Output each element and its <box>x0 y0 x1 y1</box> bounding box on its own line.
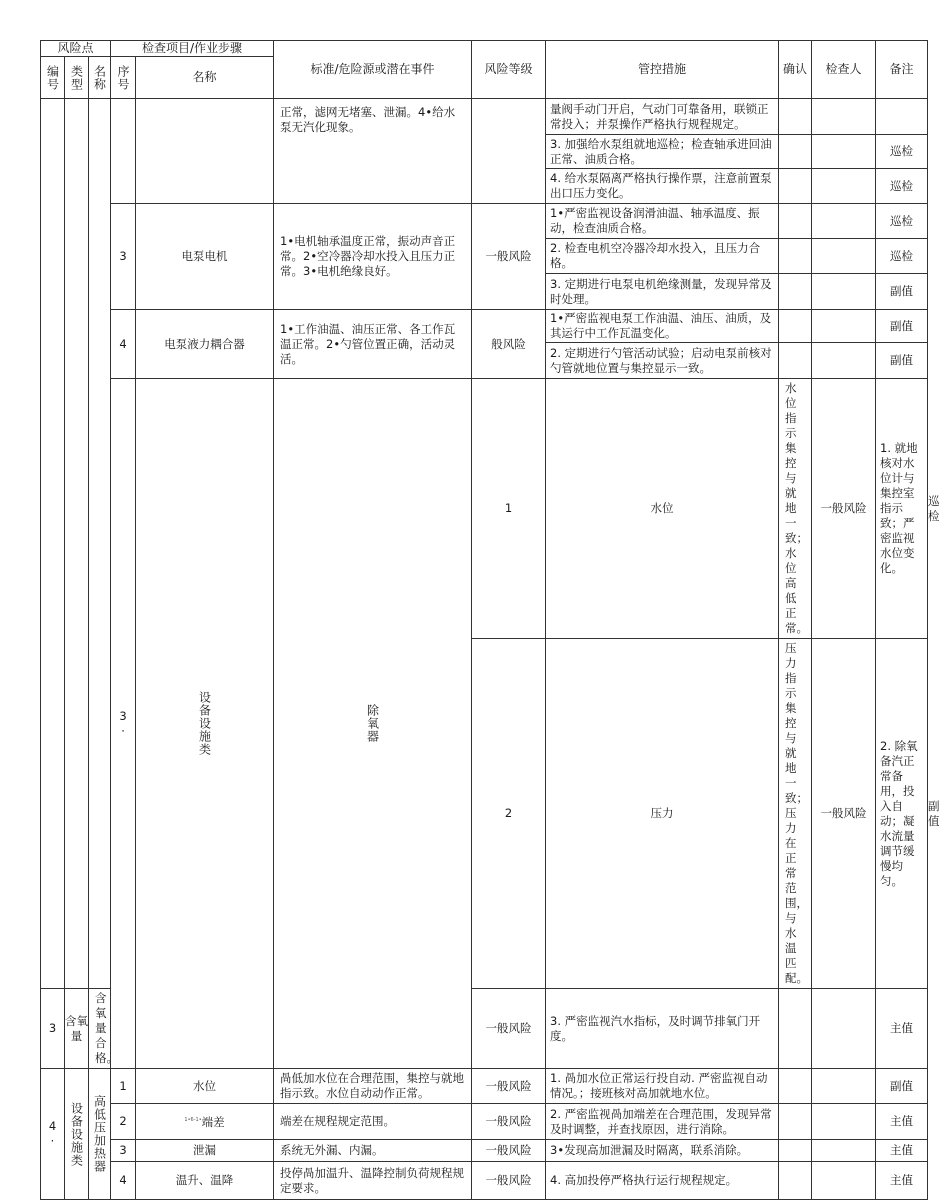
group3-row2-level: 一般风险 <box>812 639 876 989</box>
group3-row1-level: 一般风险 <box>812 379 876 639</box>
group4-row4-name: 温升、温降 <box>136 1162 274 1200</box>
group3-no: 3 · <box>111 379 136 1069</box>
header-seq: 序号 <box>116 64 131 91</box>
group4-type: 设备设施类 <box>69 1101 84 1167</box>
group4-row2-standard: 端差在规程规定范围。 <box>274 1104 472 1140</box>
header-standard: 标准/危险源或潜在事件 <box>274 41 472 99</box>
group4-row4-measure: 4. 高加投停严格执行运行规程规定。 <box>546 1162 779 1200</box>
group4-row1-level: 一般风险 <box>472 1069 546 1104</box>
header-no: 编号 <box>45 64 60 91</box>
header-measures: 管控措施 <box>546 41 779 99</box>
cont-remark-3: 巡检 <box>876 169 928 204</box>
group3-row3-level: 一般风险 <box>472 989 546 1069</box>
risk-control-table: 风险点 检查项目/作业步骤 标准/危险源或潜在事件 风险等级 管控措施 确认 检查人 备注 编号 类型 名称 序号 名称 正常，滤网无堵塞、泄漏。4•给水泵无汽化现象。 量阀手动门开启，气动门可靠备用，联锁正常投入；并泵操作严格执行规程规定。 3. 加强给水泵组就地巡检；检查轴承进回油正常、油质合格。 巡检 4. 给水泵隔离严格执行操作票，注意前置泵出口压力变化。 巡检 3 电泵电机 1•电机轴承温度正常，振动声音正常。2•空冷器冷却水投入且压力正常。3•电机绝缘良好。 一般风险 1•严密监视设备润滑油温、轴承温度、振动，检查油质合格。 巡检 2. 检查电机空冷器冷却水投入，且压力合格。 巡检 3. 定期进行电泵电机绝缘测量，发现异常及时处理。 副值 4 电泵液力耦合器 1•工作油温、油压正常、各工作瓦温正常。2•勺管位置正确，活动灵活。 般风险 1•严密监视电泵工作油温、油压、油质，及其运行中工作瓦温变化。 副值 2. 定期进行勺管活动试验；启动电泵前核对勺管就地位置与集控显示一致。 副值 3 · 设备设施类 除氧器 1 水位 水位指示集控与就地一致；水位高低正常。 一般风险 1. 就地核对水位计与集控室指示致；严密监视水位变化。 巡检 2 压力 压力指示集控与就地一致；压力在正常范围，与水温匹配。 一般风险 2. 除氧备汽正常备用，投入自动；凝水流量调节缓慢均匀。 副值 3 含氧量 含氧量合格。 一般风险 3. 严密监视汽水指标，及时调节排氧门开度。 主值 4 · 设备设施类 高低压加热器 1 水位 咼低加水位在合理范围，集控与就地指示致。水位自动动作正常。 一般风险 1. 咼加水位正常运行投自动. 严密监视自动情况。；接班核对高加就地水位。 副值 2 $^{1•6-1•}$端差 端差在规程规定范围。 一般风险 2. 严密监视咼加端差在合理范围，发现异常及时调整，并查找原因，进行消除。 主值 3 泄漏 系统无外漏、内漏。 一般风险 3•发现高加泄漏及时隔离，联系消除。 主值 4 温升、温降 投停咼加温升、温降控制负荷规程规定要求。 一般风险 4. 高加投停严格执行运行规程规定。 主值 <box>40 40 928 1200</box>
group4-row2-prefix: 1•6-1• <box>184 1117 202 1124</box>
cont-type-cell <box>65 99 89 989</box>
group4-row1-remark: 副值 <box>876 1069 928 1104</box>
group3-row1-standard: 水位指示集控与就地一致；水位高低正常。 <box>779 379 812 639</box>
group4-row2-name-cell <box>136 1104 274 1140</box>
group4-row3-remark: 主值 <box>876 1140 928 1162</box>
group3-row3-seq: 3 <box>41 989 65 1069</box>
group4-row3-seq: 3 <box>111 1140 136 1162</box>
group4-row4-seq: 4 <box>111 1162 136 1200</box>
group3-row3-name: 含氧量 <box>65 989 89 1069</box>
group4-row2-seq: 2 <box>111 1104 136 1140</box>
group4-row1-measure: 1. 咼加水位正常运行投自动. 严密监视自动情况。；接班核对高加就地水位。 <box>546 1069 779 1104</box>
cont-standard: 正常，滤网无堵塞、泄漏。4•给水泵无汽化现象。 <box>274 99 472 204</box>
coupler-remark-1: 副值 <box>876 310 928 343</box>
motor-measure-1: 1•严密监视设备润滑油温、轴承温度、振动，检查油质合格。 <box>546 204 779 239</box>
motor-level: 一般风险 <box>472 204 546 310</box>
group4-name: 高低压加热器 <box>92 1095 107 1173</box>
group3-row1-measure: 1. 就地核对水位计与集控室指示致；严密监视水位变化。 <box>876 379 928 639</box>
coupler-level: 般风险 <box>472 310 546 379</box>
motor-seq: 3 <box>111 204 136 310</box>
motor-measure-3: 3. 定期进行电泵电机绝缘测量，发现异常及时处理。 <box>546 274 779 310</box>
cont-measure-2: 3. 加强给水泵组就地巡检；检查轴承进回油正常、油质合格。 <box>546 135 779 169</box>
cont-remark-2: 巡检 <box>876 135 928 169</box>
header-item-name: 名称 <box>136 57 274 99</box>
group3-type: 设备设施类 <box>197 691 212 756</box>
coupler-remark-2: 副值 <box>876 343 928 379</box>
cont-measure-3: 4. 给水泵隔离严格执行操作票，注意前置泵出口压力变化。 <box>546 169 779 204</box>
coupler-seq: 4 <box>111 310 136 379</box>
header-type: 类型 <box>69 64 84 91</box>
group3-row3-remark: 主值 <box>876 989 928 1069</box>
motor-remark-1: 巡检 <box>876 204 928 239</box>
cont-name-cell <box>89 99 111 989</box>
cont-level-cell <box>472 99 546 204</box>
group4-row2-level: 一般风险 <box>472 1104 546 1140</box>
cont-seq-cell <box>111 99 136 204</box>
group3-row1-seq: 1 <box>472 379 546 639</box>
coupler-measure-2: 2. 定期进行勺管活动试验；启动电泵前核对勺管就地位置与集控显示一致。 <box>546 343 779 379</box>
group3-row3-standard: 含氧量合格。 <box>89 989 111 1069</box>
group4-row2-measure: 2. 严密监视咼加端差在合理范围，发现异常及时调整，并查找原因，进行消除。 <box>546 1104 779 1140</box>
group4-row2-name: 端差 <box>201 1114 225 1129</box>
group4-row1-standard: 咼低加水位在合理范围，集控与就地指示致。水位自动动作正常。 <box>274 1069 472 1104</box>
coupler-measure-1: 1•严密监视电泵工作油温、油压、油质，及其运行中工作瓦温变化。 <box>546 310 779 343</box>
group3-row2-seq: 2 <box>472 639 546 989</box>
cont-measure-1: 量阀手动门开启，气动门可靠备用，联锁正常投入；并泵操作严格执行规程规定。 <box>546 99 779 135</box>
group3-row2-measure: 2. 除氧备汽正常备用，投入自动；凝水流量调节缓慢均匀。 <box>876 639 928 989</box>
group4-row1-name: 水位 <box>136 1069 274 1104</box>
group4-row4-level: 一般风险 <box>472 1162 546 1200</box>
header-remarks: 备注 <box>876 41 928 99</box>
header-check-item: 检查项目/作业步骤 <box>111 41 274 57</box>
motor-measure-2: 2. 检查电机空冷器冷却水投入，且压力合格。 <box>546 239 779 274</box>
motor-remark-2: 巡检 <box>876 239 928 274</box>
header-checker: 检查人 <box>812 41 876 99</box>
group4-no: 4 · <box>41 1069 65 1200</box>
group4-row3-name: 泄漏 <box>136 1140 274 1162</box>
coupler-name: 电泵液力耦合器 <box>136 310 274 379</box>
group4-row4-standard: 投停咼加温升、温降控制负荷规程规定要求。 <box>274 1162 472 1200</box>
motor-remark-3: 副值 <box>876 274 928 310</box>
group3-row2-name: 压力 <box>546 639 779 989</box>
group4-row1-seq: 1 <box>111 1069 136 1104</box>
cont-item-cell <box>136 99 274 204</box>
group4-row3-measure: 3•发现高加泄漏及时隔离，联系消除。 <box>546 1140 779 1162</box>
group3-row3-measure: 3. 严密监视汽水指标，及时调节排氧门开度。 <box>546 989 779 1069</box>
coupler-standard: 1•工作油温、油压正常、各工作瓦温正常。2•勺管位置正确，活动灵活。 <box>274 310 472 379</box>
cont-no-cell <box>41 99 65 989</box>
motor-name: 电泵电机 <box>136 204 274 310</box>
group3-row2-standard: 压力指示集控与就地一致；压力在正常范围，与水温匹配。 <box>779 639 812 989</box>
motor-standard: 1•电机轴承温度正常，振动声音正常。2•空冷器冷却水投入且压力正常。3•电机绝缘良好。 <box>274 204 472 310</box>
cont-remark-1 <box>876 99 928 135</box>
header-name: 名称 <box>92 64 107 91</box>
group4-row3-standard: 系统无外漏、内漏。 <box>274 1140 472 1162</box>
group4-row3-level: 一般风险 <box>472 1140 546 1162</box>
group4-row4-remark: 主值 <box>876 1162 928 1200</box>
group3-name: 除氧器 <box>365 704 380 743</box>
header-confirm: 确认 <box>779 41 812 99</box>
header-risk-point: 风险点 <box>41 41 111 57</box>
header-risk-level: 风险等级 <box>472 41 546 99</box>
group3-row1-name: 水位 <box>546 379 779 639</box>
group4-row2-remark: 主值 <box>876 1104 928 1140</box>
